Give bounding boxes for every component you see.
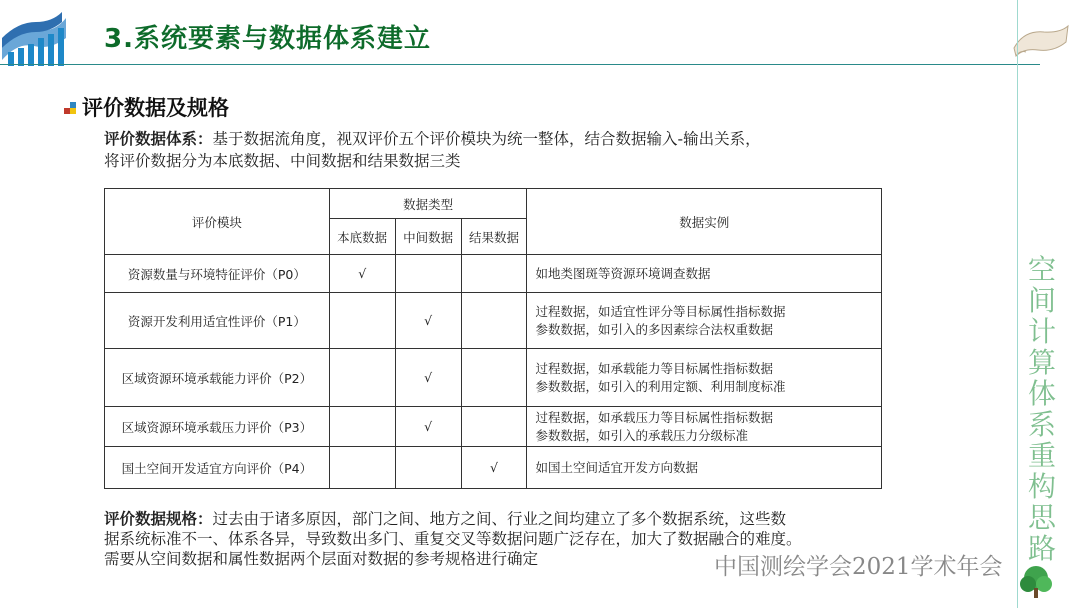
para2-line1: 过去由于诸多原因，部门之间、地方之间、行业之间均建立了多个数据系统，这些数 bbox=[212, 510, 787, 528]
subheader-middle: 中间数据 bbox=[395, 219, 461, 255]
page-title: 3.系统要素与数据体系建立 bbox=[104, 24, 431, 54]
cell-example bbox=[527, 293, 882, 349]
cell-check: √ bbox=[395, 349, 461, 407]
para1-label: 评价数据体系： bbox=[104, 130, 213, 148]
cell-check: √ bbox=[395, 293, 461, 349]
header-example: 数据实例 bbox=[527, 189, 882, 255]
cell-module: 国土空间开发适宜方向评价（P4） bbox=[105, 447, 330, 489]
cell-check bbox=[395, 255, 461, 293]
cell-example bbox=[527, 349, 882, 407]
table-row bbox=[105, 349, 882, 407]
example-line-1: 过程数据，如承载能力等目标属性指标数据 bbox=[535, 360, 773, 376]
example-line-1: 过程数据，如承载压力等目标属性指标数据 bbox=[535, 409, 773, 425]
subheader-base: 本底数据 bbox=[329, 219, 395, 255]
cell-check bbox=[461, 255, 527, 293]
header-module: 评价模块 bbox=[105, 189, 330, 255]
bullet-marker-icon bbox=[64, 102, 78, 116]
cell-check: √ bbox=[461, 447, 527, 489]
cell-check bbox=[329, 349, 395, 407]
example-line-2: 参数数据，如引入的多因素综合法权重数据 bbox=[535, 321, 773, 337]
footer-watermark: 中国测绘学会2021学术年会 bbox=[714, 554, 1003, 580]
section-title: 评价数据及规格 bbox=[82, 96, 229, 120]
para1-line1: 基于数据流角度，视双评价五个评价模块为统一整体，结合数据输入-输出关系， bbox=[212, 130, 761, 148]
cell-example bbox=[527, 407, 882, 447]
table-row bbox=[105, 293, 882, 349]
example-line-2: 参数数据，如引入的利用定额、利用制度标准 bbox=[535, 378, 786, 394]
table-row bbox=[105, 255, 882, 293]
cell-check: √ bbox=[329, 255, 395, 293]
example-line-1: 过程数据，如适宜性评分等目标属性指标数据 bbox=[535, 303, 786, 319]
para1-line2: 将评价数据分为本底数据、中间数据和结果数据三类 bbox=[104, 152, 461, 170]
cell-check bbox=[461, 349, 527, 407]
cell-check bbox=[461, 407, 527, 447]
tree-icon bbox=[1016, 560, 1056, 600]
subheader-result: 结果数据 bbox=[461, 219, 527, 255]
cell-example bbox=[527, 447, 882, 489]
cell-check bbox=[329, 293, 395, 349]
header-data-type: 数据类型 bbox=[329, 189, 527, 219]
cell-check bbox=[395, 447, 461, 489]
example-line-1: 如地类图斑等资源环境调查数据 bbox=[535, 265, 711, 281]
logo-icon bbox=[0, 8, 70, 68]
para2-label: 评价数据规格： bbox=[104, 510, 213, 528]
cell-module: 资源数量与环境特征评价（P0） bbox=[105, 255, 330, 293]
example-line-2: 参数数据，如引入的承载压力分级标准 bbox=[535, 427, 748, 443]
section-heading bbox=[64, 92, 229, 122]
cell-check bbox=[329, 407, 395, 447]
cell-check bbox=[329, 447, 395, 489]
cell-module: 资源开发利用适宜性评价（P1） bbox=[105, 293, 330, 349]
example-line-1: 如国土空间适宜开发方向数据 bbox=[535, 459, 698, 475]
cell-module: 区域资源环境承载能力评价（P2） bbox=[105, 349, 330, 407]
evaluation-data-table bbox=[104, 188, 882, 489]
header-divider bbox=[0, 64, 1040, 65]
paragraph-data-system bbox=[104, 128, 884, 172]
side-divider bbox=[1017, 0, 1018, 608]
table-row bbox=[105, 407, 882, 447]
cell-example bbox=[527, 255, 882, 293]
cell-module: 区域资源环境承载压力评价（P3） bbox=[105, 407, 330, 447]
side-vertical-text: 空 间 计 算 体 系 重 构 思 路 bbox=[1027, 253, 1056, 565]
para2-line3: 需要从空间数据和属性数据两个层面对数据的参考规格进行确定 bbox=[104, 550, 539, 568]
scroll-icon bbox=[1010, 22, 1072, 62]
para2-line2: 据系统标准不一、体系各异，导致数出多门、重复交叉等数据问题广泛存在，加大了数据融合的难度。 bbox=[104, 530, 802, 548]
cell-check: √ bbox=[395, 407, 461, 447]
cell-check bbox=[461, 293, 527, 349]
table-row bbox=[105, 447, 882, 489]
